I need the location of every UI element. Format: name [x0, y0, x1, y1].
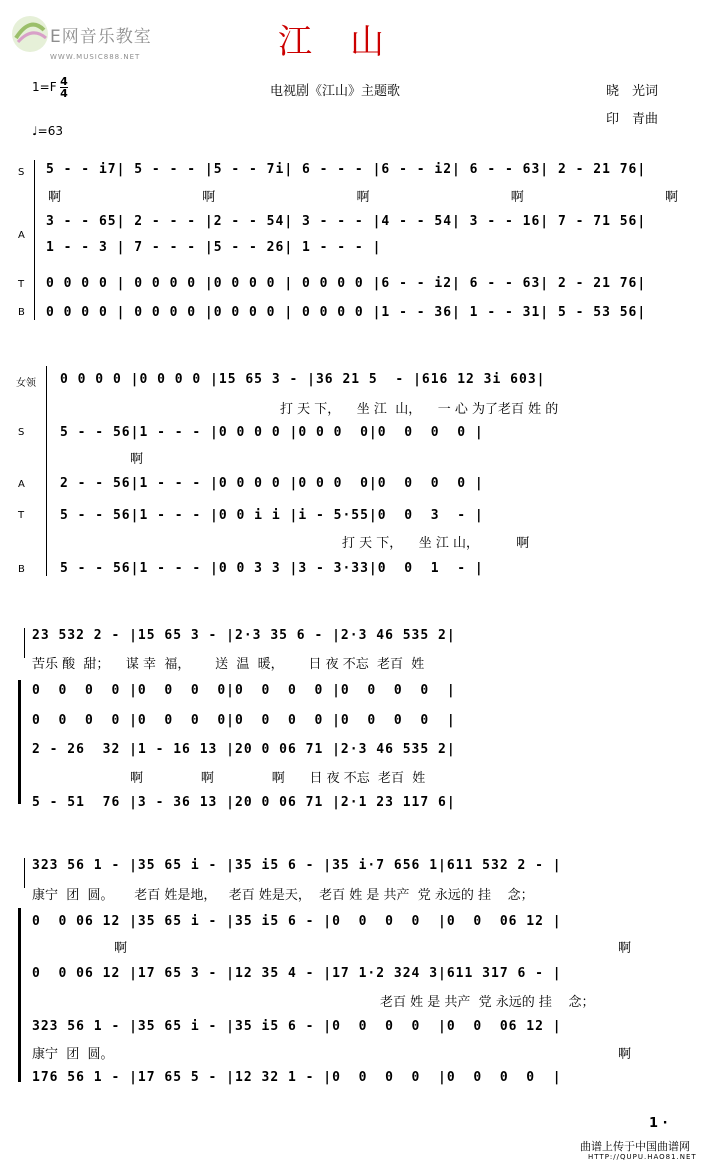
system4-solo-barline	[24, 858, 25, 888]
system3-solo-barline	[24, 628, 25, 658]
solo-row-3: 23 532 2 - |15 65 3 - |2·3 35 6 - |2·3 46 535 2|	[32, 628, 456, 643]
song-title: 江山	[278, 22, 422, 62]
soprano-row-3: 0 0 0 0 |0 0 0 0|0 0 0 0 |0 0 0 0 |	[32, 683, 456, 698]
bass-row-2: 5 - - 56|1 - - - |0 0 3 3 |3 - 3·33|0 0 1 - |	[60, 561, 484, 576]
soprano-lyric-4a: 啊	[114, 941, 128, 956]
lyric-ah: 啊	[202, 190, 216, 205]
composer: 印 青曲	[606, 112, 659, 127]
label-t1: T	[18, 279, 25, 290]
source-url: HTTP://QUPU.HAO81.NET	[588, 1153, 697, 1161]
quarter-note-icon: ♩	[32, 124, 38, 138]
label-b2: B	[18, 564, 25, 575]
time-bottom: 4	[60, 87, 68, 100]
system2-barline	[46, 366, 47, 576]
soprano-row-4: 0 0 06 12 |35 65 i - |35 i5 6 - |0 0 0 0 |0 0 06 12 |	[32, 914, 562, 929]
tenor-row-2: 5 - - 56|1 - - - |0 0 i i |i - 5·55|0 0 3 - |	[60, 508, 484, 523]
label-s2: S	[18, 427, 25, 438]
alto-row-1-upper: 3 - - 65| 2 - - - |2 - - 54| 3 - - - |4 - - 54| 3 - - 16| 7 - 71 56|	[46, 214, 647, 229]
logo-name: E网音乐教室	[50, 27, 152, 47]
bass-row-3: 5 - 51 76 |3 - 36 13 |20 0 06 71 |2·1 23 117 6|	[32, 795, 456, 810]
page-number: 1 ·	[649, 1116, 668, 1131]
system4-brace	[18, 908, 21, 1082]
alto-row-1-lower: 1 - - 3 | 7 - - - |5 - - 26| 1 - - - |	[46, 240, 382, 255]
site-logo	[6, 8, 166, 66]
soprano-row-1: 5 - - i7| 5 - - - |5 - - 7i| 6 - - - |6 - - i2| 6 - - 63| 2 - 21 76|	[46, 162, 647, 177]
tenor-row-1: 0 0 0 0 | 0 0 0 0 |0 0 0 0 | 0 0 0 0 |6 - - i2| 6 - - 63| 2 - 21 76|	[46, 276, 647, 291]
tenor-lyric-4b: 啊	[618, 1047, 632, 1062]
system3-brace	[18, 680, 21, 804]
label-b1: B	[18, 307, 25, 318]
upload-note: 曲谱上传于中国曲谱网	[580, 1140, 690, 1153]
lyric-row-3: 苦乐 酸 甜； 谋 幸 福， 送 温 暖， 日 夜 不忘 老百 姓	[32, 657, 425, 672]
key-signature: 1=F	[32, 80, 57, 94]
label-a2: A	[18, 479, 25, 490]
tenor-row-4: 323 56 1 - |35 65 i - |35 i5 6 - |0 0 0 0 |0 0 06 12 |	[32, 1019, 562, 1034]
time-top: 4	[60, 75, 68, 88]
bass-row-4: 176 56 1 - |17 65 5 - |12 32 1 - |0 0 0 0 |0 0 0 0 |	[32, 1070, 562, 1085]
tenor-lyric-4: 康宁 团 圆。	[32, 1047, 114, 1062]
tenor-lyric-3: 啊 啊 啊 日 夜 不忘 老百 姓	[130, 771, 426, 786]
solo-row: 0 0 0 0 |0 0 0 0 |15 65 3 - |36 21 5 - |616 12 3i 603|	[60, 372, 546, 387]
tenor-row-3: 2 - 26 32 |1 - 16 13 |20 0 06 71 |2·3 46 535 2|	[32, 742, 456, 757]
logo-url: WWW.MUSIC888.NET	[50, 53, 141, 61]
soprano-lyric-4b: 啊	[618, 941, 632, 956]
lyric-ah: 啊	[664, 190, 678, 205]
lyric-ah: 啊	[356, 190, 370, 205]
system1-barline	[34, 160, 35, 320]
label-a1: A	[18, 230, 25, 241]
music-note-logo-icon	[8, 12, 52, 56]
soprano-lyrics-1	[48, 186, 678, 205]
lyric-ah: 啊	[48, 190, 62, 205]
alto-row-3: 0 0 0 0 |0 0 0 0|0 0 0 0 |0 0 0 0 |	[32, 713, 456, 728]
label-solo: 女领	[16, 378, 36, 389]
lyricist: 晓 光词	[606, 84, 659, 99]
alto-row-4: 0 0 06 12 |17 65 3 - |12 35 4 - |17 1·2 324 3|611 317 6 - |	[32, 966, 562, 981]
label-s1: S	[18, 167, 25, 178]
time-signature	[60, 76, 68, 99]
song-subtitle: 电视剧《江山》主题歌	[270, 84, 401, 99]
soprano-row-2: 5 - - 56|1 - - - |0 0 0 0 |0 0 0 0|0 0 0 0 |	[60, 425, 484, 440]
tempo-marking	[32, 124, 63, 138]
solo-lyrics: 打 天 下， 坐 江 山， 一 心 为了老百 姓 的	[280, 402, 559, 417]
label-t2: T	[18, 510, 25, 521]
bass-row-1: 0 0 0 0 | 0 0 0 0 |0 0 0 0 | 0 0 0 0 |1 - - 36| 1 - - 31| 5 - 53 56|	[46, 305, 647, 320]
soprano-lyric-2: 啊	[130, 452, 144, 467]
alto-row-2: 2 - - 56|1 - - - |0 0 0 0 |0 0 0 0|0 0 0 0 |	[60, 476, 484, 491]
alto-lyric-4: 老百 姓 是 共产 党 永远的 挂 念；	[380, 995, 595, 1010]
tenor-lyric-2: 打 天 下， 坐 江 山， 啊	[342, 536, 530, 551]
solo-row-4: 323 56 1 - |35 65 i - |35 i5 6 - |35 i·7 656 1|611 532 2 - |	[32, 858, 562, 873]
lyric-ah: 啊	[510, 190, 524, 205]
tempo-value: =63	[37, 124, 63, 138]
lyric-row-4: 康宁 团 圆。 老百 姓是地， 老百 姓是天， 老百 姓 是 共产 党 永远的 挂 念；	[32, 888, 534, 903]
